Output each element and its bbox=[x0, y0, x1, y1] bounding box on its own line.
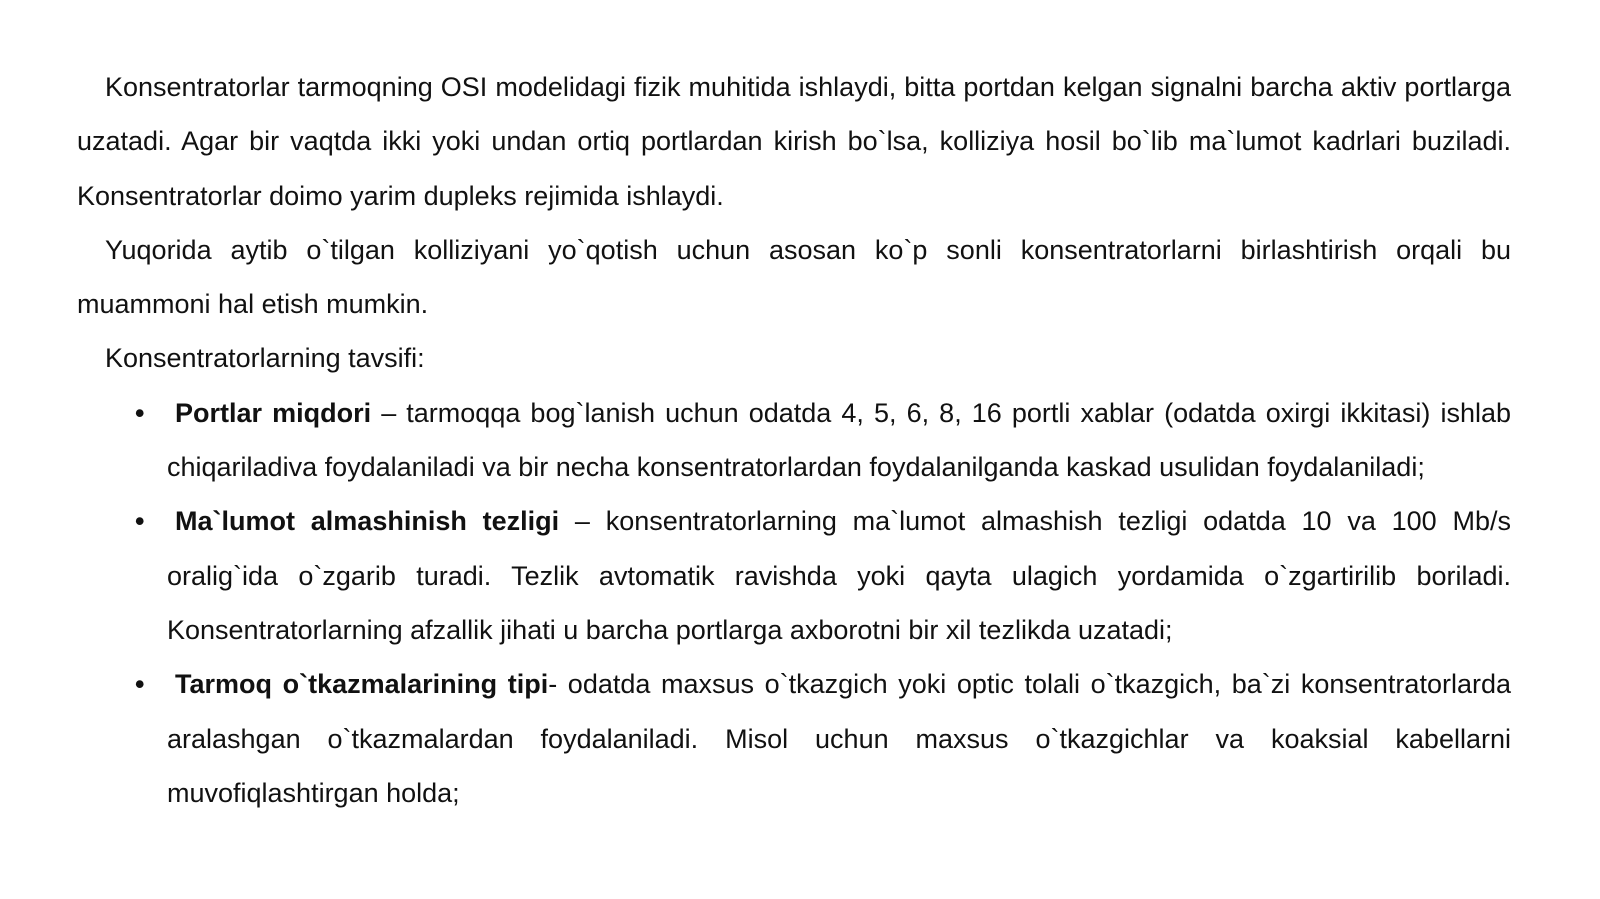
list-item-speed bbox=[135, 494, 1512, 657]
bullet-icon: • bbox=[135, 506, 145, 537]
description-ports: – tarmoqqa bog`lanish uchun odatda 4, 5, 6, 8, 16 portli xablar (odatda oxirgi ikkitasi) ishlab chiqariladiva foydalaniladi va bir necha konsentratorlardan foydalanilganda kaskad usulidan foydalaniladi; bbox=[167, 397, 1511, 483]
feature-list bbox=[77, 386, 1511, 820]
list-item-ports bbox=[135, 386, 1511, 495]
paragraph-description-heading: Konsentratorlarning tavsifi: bbox=[105, 343, 425, 374]
term-cable-type: Tarmoq o`tkazmalarining tipi bbox=[175, 669, 549, 700]
term-ports: Portlar miqdori bbox=[175, 397, 372, 428]
document-body bbox=[77, 60, 1511, 820]
term-speed: Ma`lumot almashinish tezligi bbox=[175, 506, 560, 537]
bullet-icon: • bbox=[135, 669, 145, 700]
paragraph-collision: Yuqorida aytib o`tilgan kolliziyani yo`qotish uchun asosan ko`p sonli konsentratorlarni birlashtirish orqali bu muammoni hal etish mumkin. bbox=[77, 234, 1511, 320]
list-item-cable-type bbox=[135, 657, 1511, 820]
description-speed: – konsentratorlarning ma`lumot almashish tezligi odatda 10 va 100 Mb/s oralig`ida o`zgarib turadi. Tezlik avtomatik ravishda yoki qayta ulagich yordamida o`zgartirilib boriladi. Konsentratorlarning afzallik jihati u barcha portlarga axborotni bir xil tezlikda uzatadi; bbox=[167, 506, 1512, 645]
bullet-icon: • bbox=[135, 397, 145, 428]
description-cable-type: - odatda maxsus o`tkazgich yoki optic tolali o`tkazgich, ba`zi konsentratorlarda aralashgan o`tkazmalardan foydalaniladi. Misol uchun maxsus o`tkazgichlar va koaksial kabellarni muvofiqlashtirgan holda; bbox=[167, 669, 1511, 808]
paragraph-intro: Konsentratorlar tarmoqning OSI modelidagi fizik muhitida ishlaydi, bitta portdan kelgan signalni barcha aktiv portlarga uzatadi. Agar bir vaqtda ikki yoki undan ortiq portlardan kirish bo`lsa, kolliziya hosil bo`lib ma`lumot kadrlari buziladi. Konsentratorlar doimo yarim dupleks rejimida ishlaydi. bbox=[77, 72, 1511, 211]
